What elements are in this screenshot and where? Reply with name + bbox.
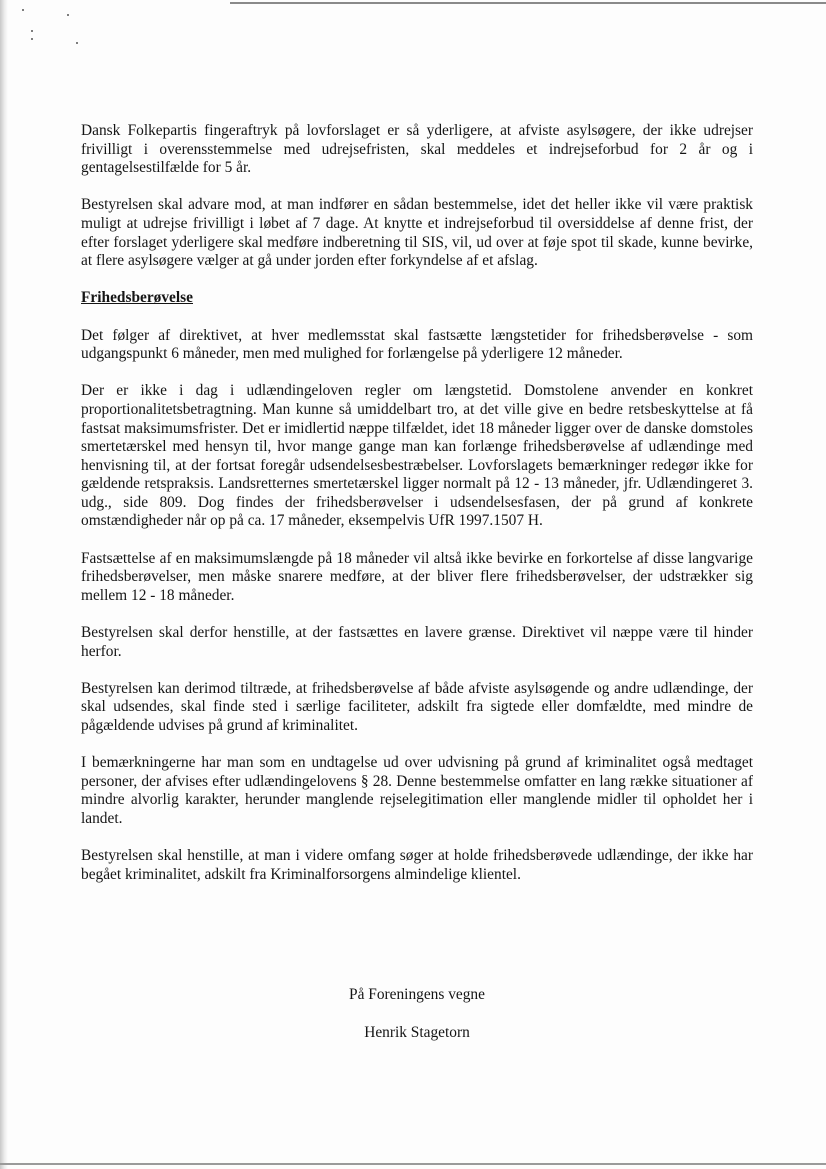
paragraph: Der er ikke i dag i udlændingeloven regler om længstetid. Domstolene anvender en konkret proportionalitetsbetragtning. Man kunne så umiddelbart tro, at det ville give en bedre retsbeskyttelse at få fastsat maksimumsfrister. Det er imidlertid næppe tilfældet, idet 18 måneder ligger over de danske domstoles smertetærskel med hensyn til, hvor mange gange man kan forlænge frihedsberøvelse af udlændinge med henvisning til, at der fortsat foregår udsendelsesbestræbelser. Lovforslagets bemærkninger redegør ikke for gældende retspraksis. Landsretternes smertetærskel ligger normalt på 12 - 13 måneder, jfr. Udlændingeret 3. udg., side 809. Dog findes der frihedsberøvelser i udsendelsesfasen, der på grund af konkrete omstændigheder når op på ca. 17 måneder, eksempelvis UfR 1997.1507 H.	[81, 382, 753, 530]
scan-speck	[76, 42, 78, 44]
scan-speck	[31, 30, 33, 32]
scan-speck	[31, 38, 33, 40]
paragraph: Bestyrelsen kan derimod tiltræde, at frihedsberøvelse af både afviste asylsøgende og andre udlændinge, der skal udsendes, skal finde sted i særlige faciliteter, adskilt fra sigtede eller domfældte, med mindre de pågældende udvises på grund af kriminalitet.	[81, 679, 753, 734]
paragraph: Fastsættelse af en maksimumslængde på 18 måneder vil altså ikke bevirke en forkortelse af disse langvarige frihedsberøvelser, men måske snarere medføre, at der bliver flere frihedsberøvelser, der udstrækker sig mellem 12 - 18 måneder.	[81, 549, 753, 604]
scan-speck	[22, 9, 24, 11]
scan-edge-shadow	[0, 0, 8, 1169]
closing-line: På Foreningens vegne	[349, 986, 485, 1003]
scan-bottom-border	[0, 1163, 826, 1165]
paragraph: Bestyrelsen skal advare mod, at man indfører en sådan bestemmelse, idet det heller ikke vil være praktisk muligt at udrejse frivilligt i løbet af 7 dage. At knytte et indrejseforbud til oversiddelse af denne frist, der efter forslaget yderligere skal medføre indberetning til SIS, vil, ud over at føje spot til skade, kunne bevirke, at flere asylsøgere vælger at gå under jorden efter forkyndelse af et afslag.	[81, 196, 753, 270]
section-heading: Frihedsberøvelse	[81, 289, 193, 307]
paragraph: Bestyrelsen skal derfor henstille, at der fastsættes en lavere grænse. Direktivet vil næppe være til hinder herfor.	[81, 624, 753, 660]
paragraph: Dansk Folkepartis fingeraftryk på lovforslaget er så yderligere, at afviste asylsøgere, der ikke udrejser frivilligt i overensstemmelse med udrejsefristen, skal meddeles et indrejseforbud for 2 år og i gentagelsestilfælde for 5 år.	[81, 122, 753, 177]
signatory-name: Henrik Stagetorn	[364, 1024, 470, 1041]
paragraph: Bestyrelsen skal henstille, at man i videre omfang søger at holde frihedsberøvede udlændinge, der ikke har begået kriminalitet, adskilt fra Kriminalforsorgens almindelige klientel.	[81, 847, 753, 883]
paragraph: I bemærkningerne har man som en undtagelse ud over udvisning på grund af kriminalitet også medtaget personer, der afvises efter udlændingelovens § 28. Denne bestemmelse omfatter en lang række situationer af mindre alvorlig karakter, herunder manglende rejselegitimation eller manglende midler til opholdet her i landet.	[81, 754, 753, 827]
document-body	[81, 122, 753, 903]
scan-top-border	[230, 2, 826, 4]
paragraph: Det følger af direktivet, at hver medlemsstat skal fastsætte længstetider for frihedsberøvelse - som udgangspunkt 6 måneder, men med mulighed for forlængelse på yderligere 12 måneder.	[81, 326, 753, 363]
scan-speck	[67, 14, 69, 16]
